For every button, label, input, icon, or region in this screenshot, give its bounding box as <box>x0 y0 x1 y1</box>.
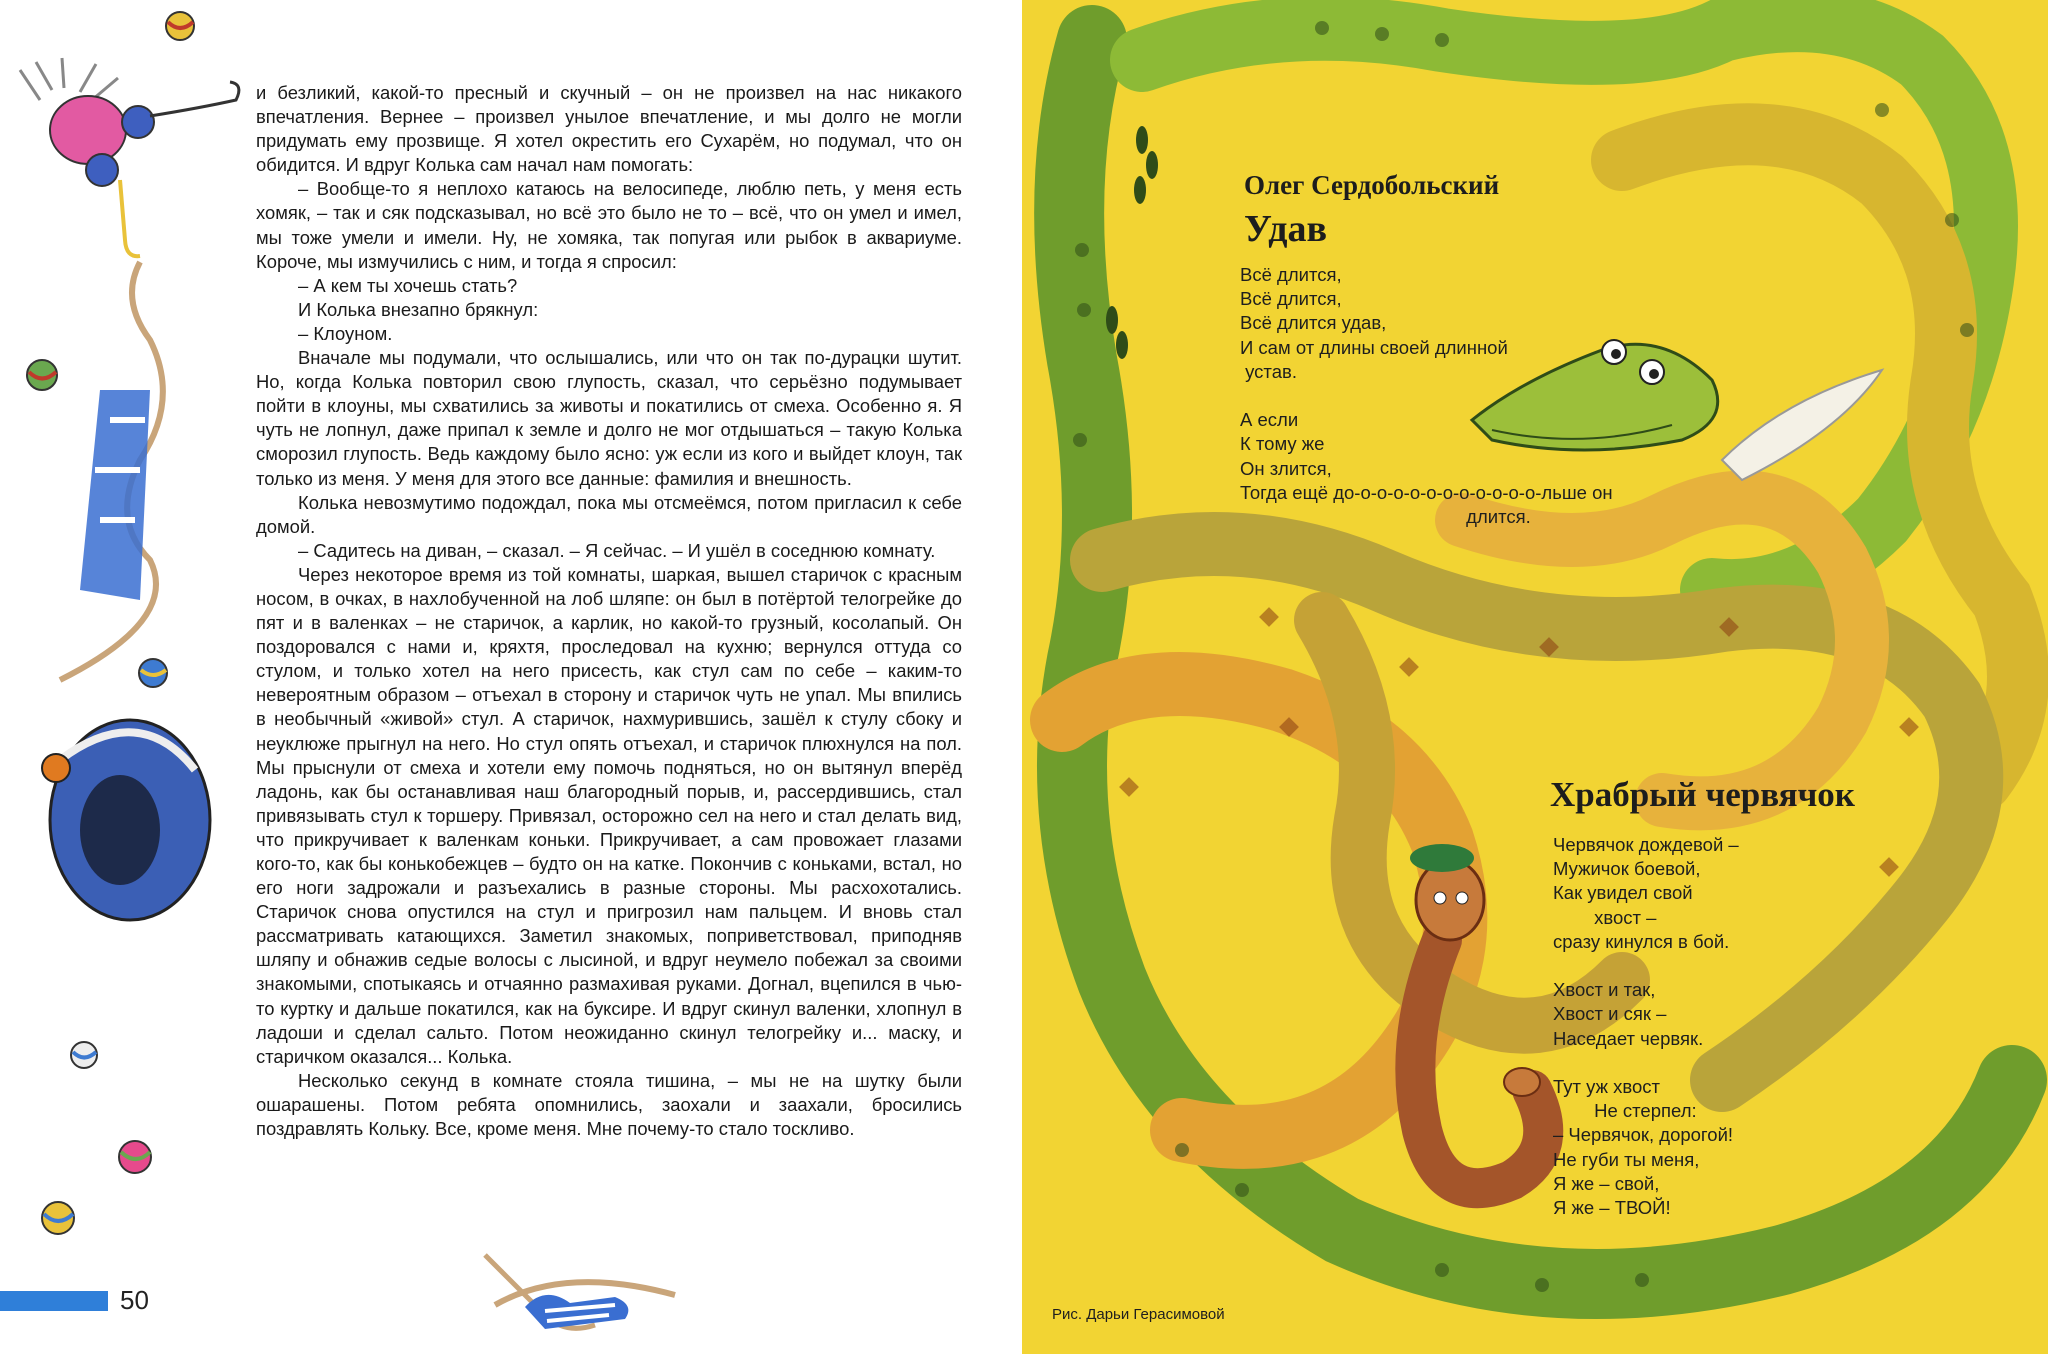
illustration-credit: Рис. Дарьи Герасимовой <box>1052 1306 1225 1323</box>
page-number-bar <box>0 1291 108 1311</box>
poem-text: Червячок дождевой – Мужичок боевой, Как увидел свой хвост – сразу кинулся в бой. Хвост и так, Хвост и сяк – Наседает червяк. Тут уж хвост Не стерпел: – Червячок, дорогой! Не губи ты меня, Я же – свой, Я же – ТВОЙ! <box>1553 834 1739 1219</box>
juggling-ball-icon <box>119 1141 151 1173</box>
poem-text: Всё длится, Всё длится, Всё длится удав, И сам от длины своей длинной устав. А если К тому же Он злится, Тогда ещё до-о-о-о-о-о-о-о-о-о-о-о-льше он длится. <box>1240 264 1613 528</box>
poem-title: Удав <box>1244 208 1327 250</box>
paragraph: Колька невозмутимо подождал, пока мы отсмеёмся, потом пригласил к себе домой. <box>256 491 962 537</box>
paragraph: Через некоторое время из той комнаты, шаркая, вышел старичок с красным носом, в очках, в нахлобученной на лоб шляпе: он был в потёртой телогрейке до пят и в валенках – не старичок, а карлик, но какой-то грузный, косолапый. Он поздоровался с нами и, кряхтя, проследовал на кухню; вернулся оттуда со стулом, и только хотел на него присесть, как стул сам по себе – каким-то невероятным образом – отъехал в сторону и старичок чуть не упал. Мы впились в необычный «живой» стул. А старичок, нахмурившись, зашёл к стулу сбоку и неуклюже прыгнул на него. Но стул опять отъехал, и старичок плюхнулся на пол. Мы прыснули от смеха и хотели ему помочь подняться, но он вытянул вперёд ладонь, как бы останавливая наш благородный порыв, и, рассердившись, стал привязывать стул к торшеру. Привязал, осторожно сел на него и стал делать вид, что прикручивает к валенкам коньки. Прикручивает, а сам провожает глазами кого-то, как бы конькобежцев – будто он на катке. Покончив с коньками, встал, но его ноги задрожали и разъехались в разные стороны. Мы расхохотались. Старичок снова опустился на стул и пригрозил нам пальцем. И вновь стал рассматривать катающихся. Заметил знакомых, поприветствовал, приподняв шляпу и обнажив седые волосы с лысиной, и вдруг неумело побежал за своими знакомыми, спотыкаясь и отчаянно размахивая руками. Догнал, вцепился в чью-то куртку и дальше покатился, как на буксире. И вдруг скинул валенки, хлопнул в ладоши и сделал сальто. Потом неожиданно скинул телогрейку и... маску, и старичком оказался... Колька. <box>256 563 962 1067</box>
paragraph: и безликий, какой-то пресный и скучный – он не произвел на нас никакого впечатления. Вернее – произвел унылое впечатление, и мы долго не могли придумать ему прозвище. Я хотел окрестить его Сухарём, но подумал, что он обидится. И вдруг Колька сам начал нам помогать: <box>256 82 962 176</box>
left-page <box>0 0 1015 1354</box>
clown-hat-icon <box>42 720 210 920</box>
juggling-ball-icon <box>71 1042 97 1068</box>
juggling-ball-icon <box>166 12 194 40</box>
paragraph: – Вообще-то я неплохо катаюсь на велосипеде, люблю петь, у меня есть хомяк, – так и сяк подсказывал, но всё это было не то – всё, что он умел и имел, мы тоже умели и имели. Ну, не хомяка, так попугая или рыбок в аквариуме. Короче, мы измучились с ним, и тогда я спросил: <box>256 178 962 272</box>
leaf-sprig-icon <box>1106 126 1158 359</box>
clown-decoration-illustration <box>0 0 260 1354</box>
clown-glasses-icon <box>20 58 239 256</box>
paragraph: И Колька внезапно брякнул: <box>298 298 539 320</box>
snakes-illustration <box>1022 0 2048 1354</box>
story-text <box>256 81 962 1141</box>
feather-icon <box>1722 370 1882 480</box>
poem-title: Храбрый червячок <box>1550 775 1855 814</box>
paragraph: – Клоуном. <box>298 322 393 344</box>
poem-author: Олег Сердобольский <box>1244 170 1500 200</box>
juggling-ball-icon <box>139 659 167 687</box>
ribbon-decoration <box>395 1245 735 1354</box>
paragraph: Несколько секунд в комнате стояла тишина, – мы не на шутку были ошарашены. Потом ребята опомнились, заохали и заахали, бросились поздравлять Кольку. Все, кроме меня. Мне почему-то стало тоскливо. <box>256 1069 962 1140</box>
page-gutter <box>1015 0 1022 1354</box>
juggling-ball-icon <box>27 360 57 390</box>
paragraph: Вначале мы подумали, что ослышались, или что он так по-дурацки шутит. Но, когда Колька повторил свою глупость, сказал, что серьёзно подумывает пойти в клоуны, мы схватились за животы и покатились от смеха. Особенно я. Я чуть не лопнул, даже припал к земле и долго не мог отдышаться – такую Колька сморозил глупость. Ведь каждому было ясно: уж если из кого и выйдет клоун, так только из меня. У меня для этого все данные: фамилия и внешность. <box>256 347 962 489</box>
right-page <box>1022 0 2048 1354</box>
paragraph: – Садитесь на диван, – сказал. – Я сейчас. – И ушёл в соседнюю комнату. <box>298 539 936 561</box>
juggling-ball-icon <box>42 1202 74 1234</box>
page-number: 50 <box>120 1285 149 1315</box>
paragraph: – А кем ты хочешь стать? <box>298 274 518 296</box>
